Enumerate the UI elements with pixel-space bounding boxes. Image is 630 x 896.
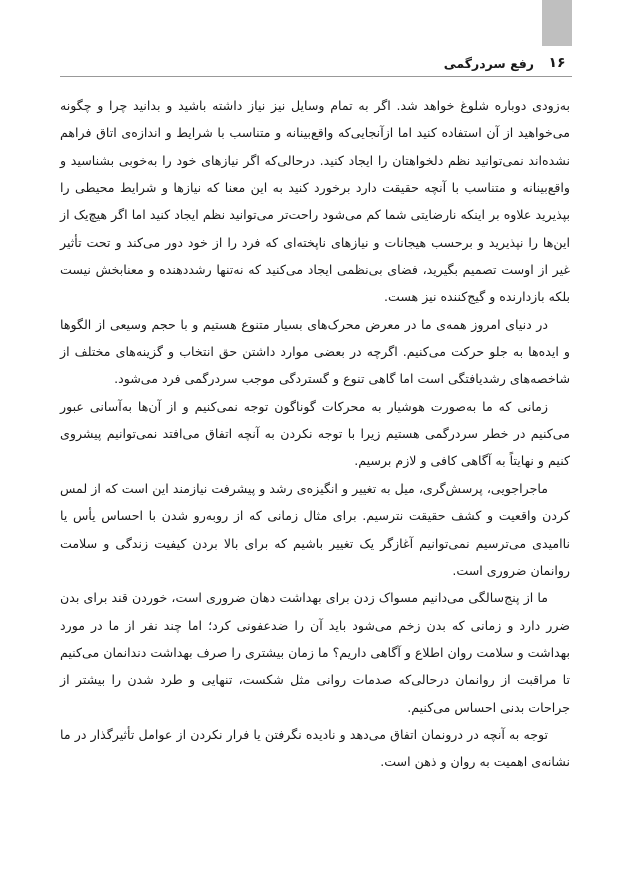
page-tab-marker bbox=[542, 0, 572, 46]
paragraph-6: توجه به آنچه در درونمان اتفاق می‌دهد و نادیده نگرفتن یا فرار نکردن از عوامل تأثیرگذار در ما نشانه‌ی اهمیت به روان و ذهن است. bbox=[60, 726, 570, 770]
paragraph-5: ما از پنج‌سالگی می‌دانیم مسواک زدن برای بهداشت دهان ضروری است، خوردن قند برای بدن ضرر دارد و زمانی که بدن زخم می‌شود باید آن را ضدعفونی کرد؛ اما چند نفر از ما در مورد بهداشت و سلامت روان اطلاع و آگاهی داریم؟ ما زمان بیشتری را صرف بهداشت دندانمان می‌کنیم تا مراقبت از روانمان درحالی‌که صدمات روانی مثل شکست، تنهایی و طرد شدن را بیشتر از جراحات بدنی احساس می‌کنیم. bbox=[60, 590, 570, 715]
running-title: رفع سردرگمی bbox=[443, 55, 534, 71]
body-text bbox=[60, 92, 570, 776]
header-divider bbox=[60, 76, 572, 77]
paragraph-2: در دنیای امروز همه‌ی ما در معرض محرک‌های بسیار متنوع هستیم و با حجم وسیعی از الگوها و ایده‌ها به جلو حرکت می‌کنیم. اگرچه در بعضی موارد داشتن حق انتخاب و گزینه‌های مختلف از شاخصه‌های رشدیافتگی است اما گاهی تنوع و گستردگی موجب سردرگمی فرد می‌شود. bbox=[60, 316, 570, 387]
paragraph-1: به‌زودی دوباره شلوغ خواهد شد. اگر به تمام وسایل نیز نیاز داشته باشید و بدانید چرا و چگونه می‌خواهید از آن استفاده کنید اما ازآنجایی‌که واقع‌بینانه و متناسب با شرایط و اندازه‌ی اتاق فراهم نشده‌اند نمی‌توانید نظم دلخواهتان را ایجاد کنید. درحالی‌که اگر نیازهای خود را به‌خوبی بشناسید و واقع‌بینانه و متناسب با آنچه حقیقت دارد برخورد کنید به این معنا که نیازها و شرایط محیطی را بپذیرید علاوه بر اینکه نارضایتی شما کم می‌شود راحت‌تر می‌توانید نظم ایجاد کنید اما اگر هیچ‌یک از این‌ها را نپذیرید و برحسب هیجانات و نیازهای ناپخته‌ای که فرد را از خود دور می‌کند و تحت تأثیر غیر از اوست تصمیم بگیرید، فضای بی‌نظمی ایجاد می‌کنید که نه‌تنها رشددهنده و معنابخش نیست بلکه بازدارنده و گیج‌کننده نیز هست. bbox=[60, 98, 570, 305]
page-number: ۱۶ bbox=[548, 55, 566, 71]
paragraph-4: ماجراجویی، پرسش‌گری، میل به تغییر و انگیزه‌ی رشد و پیشرفت نیازمند این است که از لمس کردن واقعیت و کشف حقیقت نترسیم. برای مثال زمانی که از روبه‌رو شدن با احساس یأس یا ناامیدی می‌ترسیم نمی‌توانیم آغازگر یک تغییر باشیم که برای بالا بردن کیفیت زندگی و سلامت روانمان ضروری است. bbox=[60, 480, 570, 578]
paragraph-3: زمانی که ما به‌صورت هوشیار به محرکات گوناگون توجه نمی‌کنیم و از آن‌ها به‌آسانی عبور می‌کنیم در خطر سردرگمی هستیم زیرا با توجه نکردن به آنچه اتفاق می‌افتد نمی‌توانیم پیشروی کنیم و نهایتاً به آگاهی کافی و لازم برسیم. bbox=[60, 398, 570, 469]
page-header bbox=[60, 52, 572, 74]
